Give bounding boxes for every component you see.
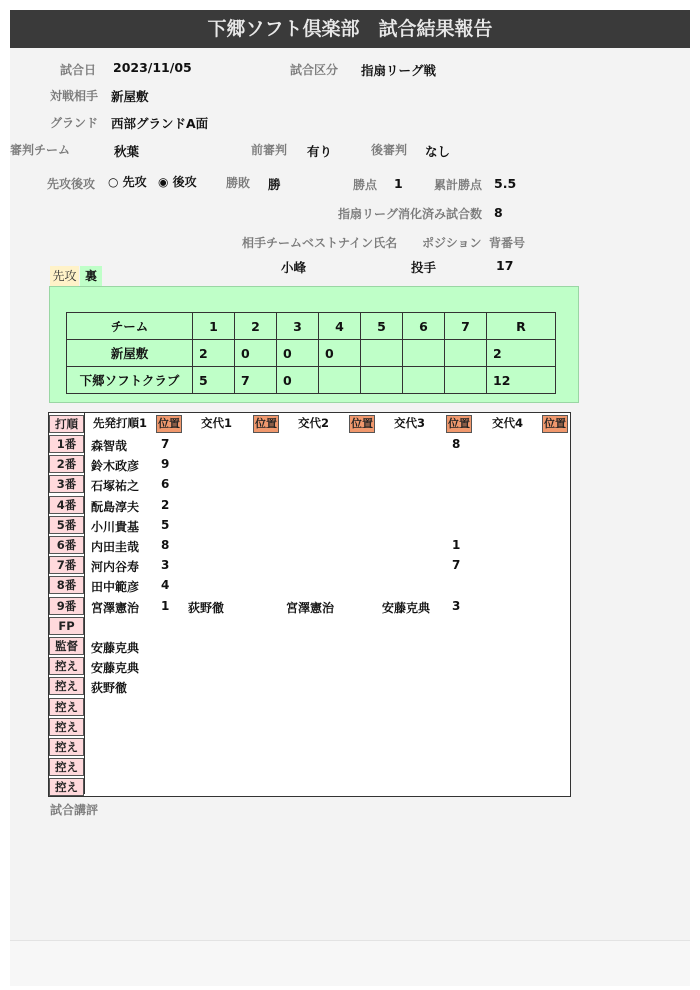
number-label: 背番号 [489,236,526,250]
best-nine-number[interactable]: 17 [496,258,514,273]
scoreboard-cell[interactable]: 0 [319,340,361,367]
scoreboard-header-inning: 6 [403,313,445,340]
tab-second[interactable]: 裏 [80,266,102,286]
sub3-position[interactable]: 8 [452,437,461,451]
scoreboard-header-row [67,313,556,340]
rear-umpire-label: 後審判 [371,143,408,157]
total-points-value[interactable]: 5.5 [494,176,517,191]
games-played-label: 指扇リーグ消化済み試合数 [338,207,483,221]
scoreboard-header-inning: 3 [277,313,319,340]
date-value[interactable]: 2023/11/05 [113,60,192,75]
rear-umpire-value[interactable]: なし [425,144,451,159]
starter-name[interactable]: 内田圭哉 [91,540,140,554]
order-cell: 1番 [49,435,84,453]
radio-first-label: 先攻 [122,175,147,189]
bottom-bar [10,940,690,986]
scoreboard-header-inning: 7 [445,313,487,340]
sub3-position[interactable]: 7 [452,558,461,573]
scoreboard-cell[interactable]: 2 [193,340,235,367]
scoreboard-cell[interactable] [319,367,361,394]
starter-name[interactable]: 宮澤憲治 [91,600,140,615]
starter-position[interactable]: 5 [161,517,170,532]
scoreboard-header-inning: 4 [319,313,361,340]
page-title: 下郷ソフト倶楽部 試合結果報告 [10,10,690,48]
position-label: ポジション [422,236,482,250]
order-cell: 控え [49,778,84,796]
scoreboard-cell[interactable] [403,340,445,367]
scoreboard-team: 下郷ソフトクラブ [67,367,193,394]
scoreboard-runs[interactable]: 2 [487,340,556,367]
order-cell: 6番 [49,536,84,554]
front-umpire-value[interactable]: 有り [307,144,333,159]
scoreboard-runs[interactable]: 12 [487,367,556,394]
order-cell: FP [49,617,84,635]
sub3-position[interactable]: 3 [452,598,461,613]
radio-checked-icon: ◉ [158,175,169,189]
order-cell: 控え [49,677,84,695]
opponent-label: 対戦相手 [50,89,99,103]
lineup-table [48,412,571,797]
points-label: 勝点 [353,178,378,192]
review-label: 試合講評 [50,803,99,817]
starter-position[interactable]: 1 [161,598,170,613]
date-label: 試合日 [60,63,97,77]
starter-name[interactable]: 小川貴基 [91,519,140,534]
order-cell: 控え [49,698,84,716]
starter-name[interactable]: 荻野徹 [91,681,128,696]
order-cell: 4番 [49,496,84,514]
scoreboard-header-runs: R [487,313,556,340]
starter-name[interactable]: 田中範彦 [91,580,140,595]
scoreboard-cell[interactable] [445,340,487,367]
starter-position[interactable]: 6 [161,477,170,492]
sub1-name[interactable]: 荻野徹 [188,600,225,615]
scoreboard-team: 新屋敷 [67,340,193,367]
order-cell: 監督 [49,637,84,655]
sub2-header: 交代2 [298,416,330,430]
order-cell: 控え [49,718,84,736]
starter-position[interactable]: 9 [161,457,170,472]
best-nine-position[interactable]: 投手 [411,260,437,275]
scoreboard-row [67,340,556,367]
sub2-name[interactable]: 宮澤憲治 [286,600,335,615]
position-header: 位置 [446,415,472,433]
scoreboard-table [66,312,556,394]
scoreboard-header-team: チーム [67,313,193,340]
scoreboard-cell[interactable] [361,367,403,394]
front-umpire-label: 前審判 [251,143,288,157]
starter-name[interactable]: 安藤克典 [91,661,140,676]
batting-order-label: 先攻後攻 [47,177,96,191]
position-header: 位置 [156,415,182,433]
opponent-value[interactable]: 新屋敷 [111,89,149,104]
scoreboard-cell[interactable]: 5 [193,367,235,394]
starter-name[interactable]: 石塚祐之 [91,479,140,494]
category-label: 試合区分 [290,63,339,77]
radio-first[interactable] [108,173,147,190]
radio-second[interactable] [158,173,197,190]
sub3-header: 交代3 [394,416,426,430]
scoreboard-header-inning: 1 [193,313,235,340]
starter-name[interactable]: 酛島淳夫 [91,499,140,514]
tab-first[interactable]: 先攻 [50,266,79,286]
radio-unchecked-icon: ○ [108,175,119,189]
order-cell: 控え [49,758,84,776]
order-header: 打順 [49,415,84,433]
order-cell: 控え [49,738,84,756]
order-cell: 9番 [49,597,84,615]
sub3-name[interactable]: 安藤克典 [382,600,431,615]
radio-second-label: 後攻 [172,175,197,189]
points-value[interactable]: 1 [394,176,403,191]
result-value[interactable]: 勝 [268,177,281,192]
starter-position[interactable]: 3 [161,558,170,573]
starter-header: 先発打順1 [93,416,148,430]
umpire-team-value[interactable]: 秋葉 [114,144,140,159]
scoreboard-cell[interactable]: 0 [277,340,319,367]
ground-value[interactable]: 西部グランドA面 [111,116,209,131]
sub3-position[interactable]: 1 [452,538,461,552]
starter-position[interactable]: 8 [161,538,170,552]
best-nine-label: 相手チームベストナイン氏名 [242,236,398,250]
scoreboard-header-inning: 5 [361,313,403,340]
starter-name[interactable]: 鈴木政彦 [91,459,140,474]
ground-label: グランド [50,116,99,130]
position-header: 位置 [253,415,279,433]
starter-name[interactable]: 河内谷寿 [91,560,140,575]
report-sheet [10,10,690,985]
scoreboard-cell[interactable] [403,367,445,394]
best-nine-name[interactable]: 小峰 [281,260,307,275]
starter-position[interactable]: 4 [161,578,170,593]
order-cell: 8番 [49,576,84,594]
scoreboard-cell[interactable]: 0 [277,367,319,394]
result-label: 勝敗 [226,176,251,190]
scoreboard-row [67,367,556,394]
total-points-label: 累計勝点 [434,178,483,192]
games-played-value[interactable]: 8 [494,205,503,220]
position-header: 位置 [542,415,568,433]
position-header: 位置 [349,415,375,433]
scoreboard-cell[interactable]: 0 [235,340,277,367]
starter-name[interactable]: 安藤克典 [91,641,140,655]
scoreboard-cell[interactable] [445,367,487,394]
order-cell: 控え [49,657,84,675]
sub1-header: 交代1 [201,416,233,430]
order-cell: 7番 [49,556,84,574]
starter-position[interactable]: 2 [161,497,170,512]
starter-name[interactable]: 森智哉 [91,439,128,453]
order-cell: 3番 [49,475,84,493]
order-cell: 5番 [49,516,84,534]
order-cell: 2番 [49,455,84,473]
scoreboard-cell[interactable] [361,340,403,367]
starter-position[interactable]: 7 [161,437,170,451]
scoreboard-header-inning: 2 [235,313,277,340]
sub4-header: 交代4 [492,416,524,430]
umpire-team-label: 審判チーム [10,143,71,157]
scoreboard-cell[interactable]: 7 [235,367,277,394]
category-value[interactable]: 指扇リーグ戦 [361,63,437,78]
